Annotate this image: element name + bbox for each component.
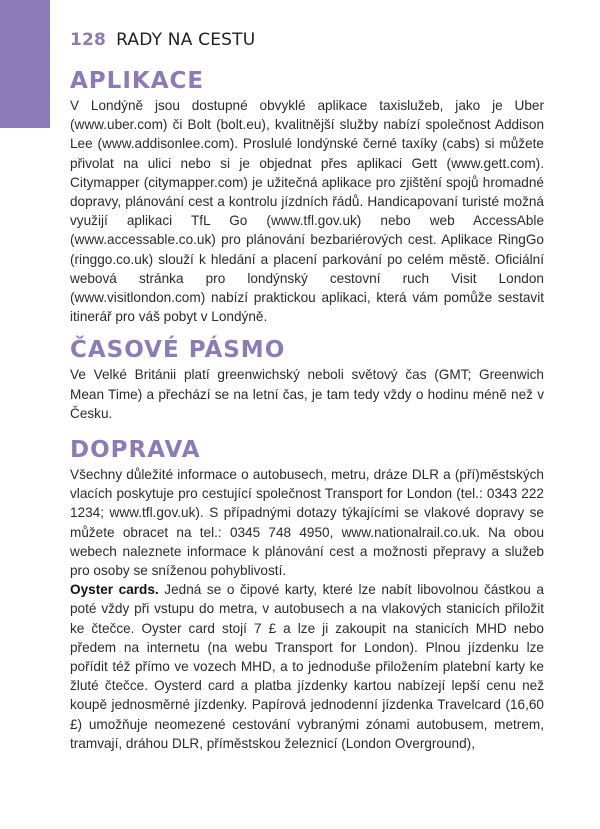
oyster-lead-in: Oyster cards. xyxy=(70,582,159,598)
body-paragraph: Všechny důležité informace o autobusech, metru, dráze DLR a (pří)městských vlacích poskytuje pro cestující společnost Transport for London (tel.: 0343 222 1234; www.tfl.gov.uk). S případnými dotazy týkajícími se vlakové dopravy se můžete obracet na tel.: 0345 748 4950, www.nationalrail.co.uk. Na obou webech naleznete informace k plánování cest a možnosti přepravy a služeb pro osoby se sníženou pohyblivostí. xyxy=(70,467,544,579)
page-content xyxy=(70,66,544,753)
chapter-side-tab xyxy=(0,0,50,128)
page-header xyxy=(70,30,255,50)
section-aplikace xyxy=(70,66,544,326)
section-casove-pasmo xyxy=(70,335,544,423)
section-doprava xyxy=(70,435,544,753)
oyster-paragraph xyxy=(70,580,544,753)
body-paragraph: V Londýně jsou dostupné obvyklé aplikace taxislužeb, jako je Uber (www.uber.com) či Bolt (bolt.eu), kvalitnější služby nabízí společnost Addison Lee (www.addisonlee.com). Proslulé londýnské černé taxíky (cabs) si můžete přivolat na ulici nebo si je objednat přes aplikaci Gett (www.gett.com). Citymapper (citymapper.com) je užitečná aplikace pro zjištění spojů hromadné dopravy, plánování cest a kontrolu jízdních řádů. Handicapovaní turisté možná využijí aplikaci TfL Go (www.tfl.gov.uk) nebo web AccessAble (www.accessable.co.uk) pro plánování bezbariérových cest. Aplikace RingGo (ringgo.co.uk) slouží k hledání a placení parkování po celém městě. Oficiální webová stránka pro londýnský cestovní ruch Visit London (www.visitlondon.com) nabízí praktickou aplikaci, která vám pomůže sestavit itinerář pro váš pobyt v Londýně. xyxy=(70,98,544,325)
section-heading: APLIKACE xyxy=(70,68,205,94)
oyster-text: Jedná se o čipové karty, které lze nabít libovolnou částkou a poté vždy při vstupu do metra, v autobusech a na vlakových stanicích přiložit ke čtečce. Oyster card stojí 7 £ a lze ji zakoupit na stanicích MHD nebo předem na internetu (na webu Transport for London). Plnou jízdenku lze pořídit též přímo ve vozech MHD, a to jednoduše přiložením platební karty ke žluté čtečce. Oysterd card a platba jízdenky kartou nabízejí lepší cenu než koupě jednosměrné jízdenky. Papírová jednodenní jízdenka Travelcard (16,60 £) umožňuje neomezené cestování vybranými zónami autobusem, metrem, tramvají, dráhou DLR, příměstskou železnicí (London Overground), xyxy=(70,582,544,751)
section-heading: ČASOVÉ PÁSMO xyxy=(70,337,286,364)
page-number: 128 xyxy=(70,30,107,50)
running-title: RADY NA CESTU xyxy=(116,30,256,50)
section-heading: DOPRAVA xyxy=(70,437,201,464)
body-paragraph: Ve Velké Británii platí greenwichský neboli světový čas (GMT; Greenwich Mean Time) a přechází se na letní čas, je tam tedy vždy o hodinu méně než v Česku. xyxy=(70,367,544,421)
